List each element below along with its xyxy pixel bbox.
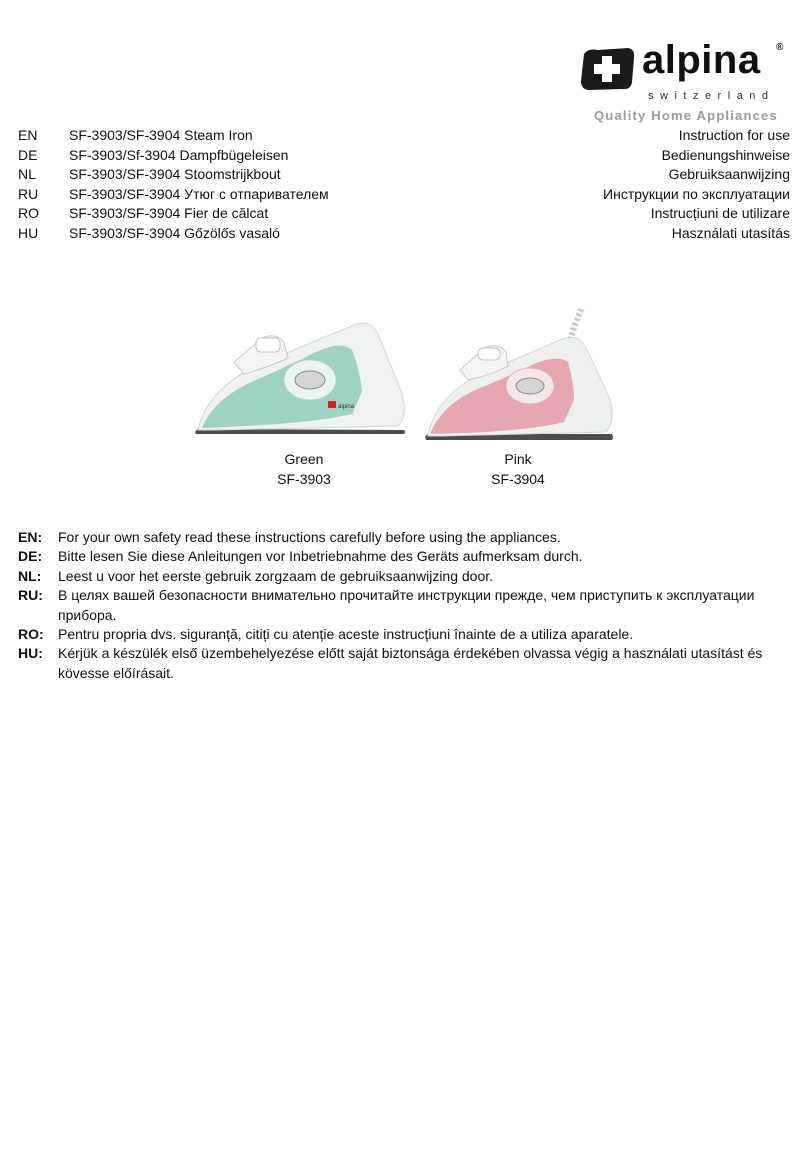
safety-note-hu bbox=[18, 644, 790, 683]
title-row-ru bbox=[18, 185, 790, 205]
product-color-name: Pink bbox=[504, 451, 532, 467]
swiss-cross-logo-icon bbox=[578, 46, 636, 92]
safety-note-nl bbox=[18, 567, 790, 586]
steam-iron-green-icon bbox=[192, 308, 410, 446]
safety-note-ru bbox=[18, 586, 790, 625]
brand-country: switzerland bbox=[648, 90, 775, 102]
safety-note-text: For your own safety read these instructions carefully before using the appliances. bbox=[58, 529, 561, 545]
product-color-name: Green bbox=[284, 451, 324, 467]
steam-iron-pink-icon bbox=[422, 300, 618, 446]
product-brand-label: alpina bbox=[338, 404, 355, 410]
product-image-pink bbox=[422, 300, 618, 446]
title-block bbox=[18, 126, 790, 243]
title-lang: RO bbox=[18, 205, 39, 221]
safety-note-text: Bitte lesen Sie diese Anleitungen vor Inbetriebnahme des Geräts aufmerksam durch. bbox=[58, 548, 583, 565]
title-lang: NL bbox=[18, 166, 36, 182]
safety-notes bbox=[18, 528, 790, 683]
title-model: SF-3903/SF-3904 Gőzölős vasaló bbox=[69, 224, 280, 241]
title-document-type: Instrucțiuni de utilizare bbox=[650, 205, 790, 221]
title-row-en bbox=[18, 126, 790, 146]
safety-note-en bbox=[18, 528, 790, 547]
title-document-type: Bedienungshinweise bbox=[661, 146, 790, 163]
title-document-type: Instruction for use bbox=[678, 127, 790, 143]
safety-note-text: Kérjük a készülék első üzembehelyezése előtt saját biztonsága érdekében olvassa végig a használati utasítást és kövesse előírásait. bbox=[58, 645, 763, 681]
product-model: SF-3904 bbox=[491, 470, 545, 487]
product-image-green bbox=[192, 308, 410, 446]
title-row-de bbox=[18, 146, 790, 166]
brand-logo bbox=[578, 38, 792, 128]
brand-tagline: Quality Home Appliances bbox=[594, 108, 778, 123]
product-caption-pink bbox=[468, 450, 568, 489]
title-lang: DE bbox=[18, 146, 38, 163]
title-document-type: Használati utasítás bbox=[671, 224, 790, 241]
product-model: SF-3903 bbox=[277, 470, 331, 487]
safety-note-lang: NL: bbox=[18, 567, 42, 584]
safety-note-lang: DE: bbox=[18, 548, 43, 565]
safety-note-de bbox=[18, 547, 790, 566]
safety-note-ro bbox=[18, 625, 790, 644]
brand-name: alpina bbox=[642, 38, 761, 82]
title-lang: HU bbox=[18, 224, 39, 241]
safety-note-text: Leest u voor het eerste gebruik zorgzaam de gebruiksaanwijzing door. bbox=[58, 567, 494, 584]
title-document-type: Gebruiksaanwijzing bbox=[668, 166, 790, 182]
safety-note-lang: EN: bbox=[18, 529, 43, 545]
safety-note-lang: RO: bbox=[18, 626, 44, 643]
title-model: SF-3903/SF-3904 Fier de călcat bbox=[69, 205, 269, 221]
safety-note-text: Pentru propria dvs. siguranță, citiți cu atenție aceste instrucțiuni înainte de a utiliza aparatele. bbox=[58, 626, 634, 643]
product-caption-green bbox=[254, 450, 354, 489]
title-row-hu bbox=[18, 224, 790, 244]
title-model: SF-3903/Sf-3904 Dampfbügeleisen bbox=[69, 146, 289, 163]
title-lang: RU bbox=[18, 185, 39, 202]
title-lang: EN bbox=[18, 127, 38, 143]
safety-note-lang: RU: bbox=[18, 587, 43, 604]
title-model: SF-3903/SF-3904 Steam Iron bbox=[69, 127, 253, 143]
title-model: SF-3903/SF-3904 Stoomstrijkbout bbox=[69, 166, 281, 182]
registered-mark: ® bbox=[776, 42, 784, 53]
safety-note-lang: HU: bbox=[18, 645, 43, 662]
title-row-nl bbox=[18, 165, 790, 185]
title-row-ro bbox=[18, 204, 790, 224]
title-model: SF-3903/SF-3904 Утюг с отпаривателем bbox=[69, 185, 329, 202]
safety-note-text: В целях вашей безопасности внимательно прочитайте инструкции прежде, чем приступить к эксплуатации прибора. bbox=[58, 587, 755, 623]
title-document-type: Инструкции по эксплуатации bbox=[603, 185, 790, 202]
